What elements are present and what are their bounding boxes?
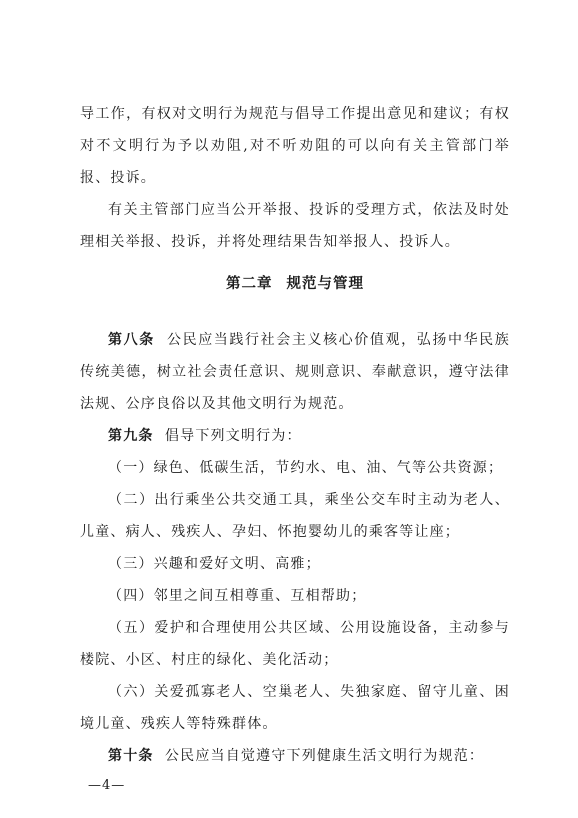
article-9-item: （五）爱护和合理使用公共区域、公用设施设备，主动参与楼院、小区、村庄的绿化、美化活动； [80, 620, 510, 668]
article-9-item: （一）绿色、低碳生活，节约水、电、油、气等公共资源； [108, 460, 504, 476]
page-number: —4— [88, 778, 126, 793]
article-9 [80, 420, 510, 452]
article-9-item: （四）邻里之间互相尊重、互相帮助； [108, 588, 367, 604]
article-10-text: 公民应当自觉遵守下列健康生活文明行为规范： [164, 748, 485, 764]
article-10 [80, 740, 510, 772]
article-9-item: （二）出行乘坐公共交通工具，乘坐公交车时主动为老人、儿童、病人、残疾人、孕妇、怀抱婴幼儿的乘客等让座； [80, 492, 510, 540]
article-8-label: 第八条 [108, 332, 155, 348]
chapter-heading-block [80, 268, 510, 300]
chapter-heading [80, 268, 510, 300]
article-8-text: 公民应当践行社会主义核心价值观，弘扬中华民族传统美德，树立社会责任意识、规则意识、奉献意识，遵守法律法规、公序良俗以及其他文明行为规范。 [80, 332, 510, 412]
article-9-item: （六）关爱孤寡老人、空巢老人、失独家庭、留守儿童、困境儿童、残疾人等特殊群体。 [80, 684, 510, 732]
paragraph-continued: 导工作，有权对文明行为规范与倡导工作提出意见和建议；有权对不文明行为予以劝阻,对不听劝阻的可以向有关主管部门举报、投诉。 [80, 106, 510, 186]
body-text-top [80, 98, 510, 258]
chapter-title: 规范与管理 [286, 276, 364, 292]
article-10-label: 第十条 [108, 748, 154, 764]
article-9-text: 倡导下列文明行为： [164, 428, 302, 444]
body-text-articles [80, 324, 510, 772]
article-9-item: （三）兴趣和爱好文明、高雅； [108, 556, 321, 572]
article-9-label: 第九条 [108, 428, 154, 444]
article-8 [80, 324, 510, 420]
paragraph-authority: 有关主管部门应当公开举报、投诉的受理方式，依法及时处理相关举报、投诉，并将处理结果告知举报人、投诉人。 [80, 202, 510, 250]
chapter-number: 第二章 [226, 276, 273, 292]
